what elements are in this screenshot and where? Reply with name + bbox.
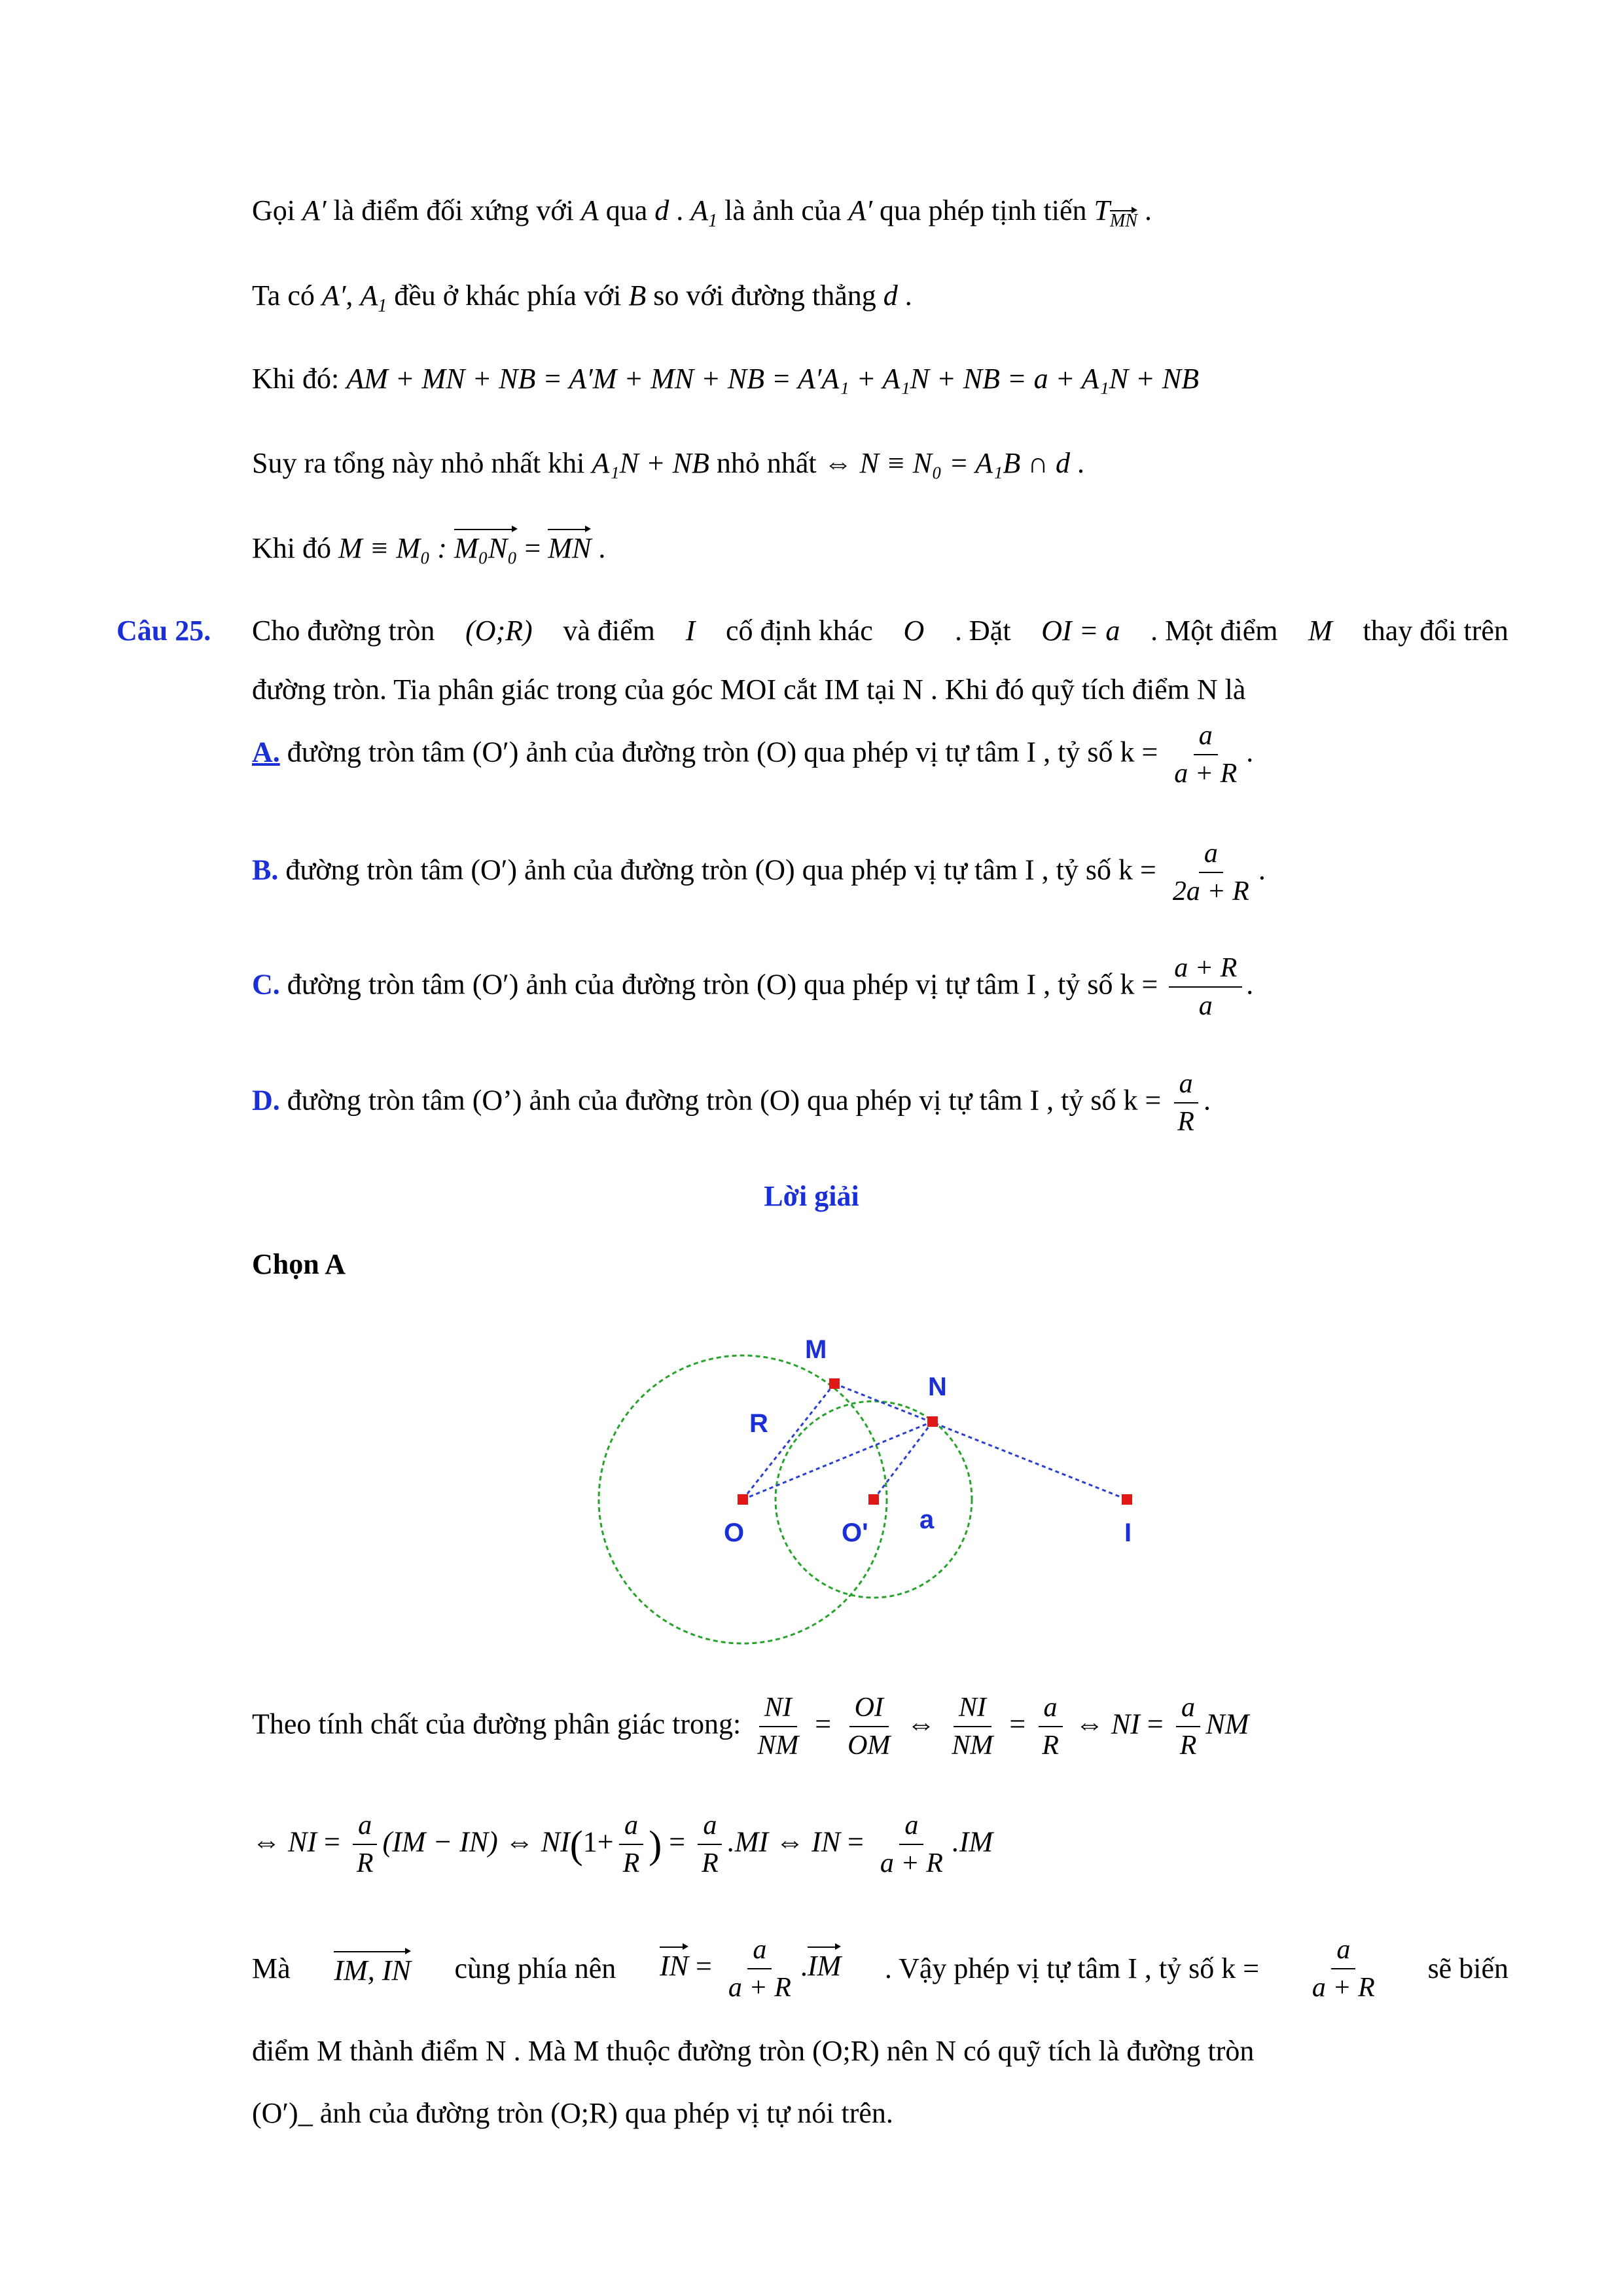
question-line-1: Cho đường tròn (O;R) và điểm I cố định khác O . Đặt OI = a . Một điểm M thay đổi trên [252, 615, 1508, 647]
option-a[interactable]: A. đường tròn tâm (O′) ảnh của đường tròn (O) qua phép vị tự tâm I , tỷ số k = $\frac{a}{a + R}$ . [252, 721, 1254, 789]
solution-choice: Chọn A [252, 1248, 346, 1280]
conclusion-line-1: điểm M thành điểm N . Mà M thuộc đường tròn (O;R) nên N có quỹ tích là đường tròn [252, 2035, 1255, 2067]
intro-line-4: Suy ra tổng này nhỏ nhất khi A₁N + NB nhỏ nhất ⇔ N ≡ N₀ = A₁B ∩ d . [252, 447, 1084, 479]
point-n [927, 1416, 938, 1427]
geometry-figure [0, 1322, 1623, 1689]
bisector-line: Theo tính chất của đường phân giác trong: $\frac{NI}{NM}$ = $\frac{OI}{OM}$ ⇔ $\frac{NI}{NM}$ = $\frac{a}{R}$ ⇔ NI = $\frac{a}{R}$ NM [252, 1693, 1249, 1761]
label-o: O [724, 1518, 745, 1547]
point-o [738, 1494, 748, 1505]
point-o-prime [868, 1494, 879, 1505]
label-r: R [749, 1409, 768, 1438]
label-o-prime: O' [842, 1518, 868, 1547]
homothety-line: Mà IM, IN cùng phía nên IN = $\frac{a}{a + R}$ .IM . Vậy phép vị tự tâm I , tỷ số k = $\frac{a}{a + R}$ sẽ biến [252, 1935, 1508, 2003]
option-b[interactable]: B. đường tròn tâm (O′) ảnh của đường tròn (O) qua phép vị tự tâm I , tỷ số k = $\frac{a}{2a + R}$ . [252, 838, 1266, 907]
question-label: Câu 25. [116, 615, 211, 647]
label-m: M [805, 1335, 827, 1364]
label-n: N [928, 1372, 947, 1401]
intro-line-5: Khi đó M ≡ M₀ : M₀N₀ = MN . [252, 529, 605, 564]
option-d[interactable]: D. đường tròn tâm (O’) ảnh của đường tròn (O) qua phép vị tự tâm I , tỷ số k = $\frac{a}{R}$ . [252, 1069, 1211, 1138]
option-c[interactable]: C. đường tròn tâm (O′) ảnh của đường tròn (O) qua phép vị tự tâm I , tỷ số k = $\frac{a + R}{a}$ . [252, 953, 1254, 1022]
solution-title: Lời giải [764, 1180, 859, 1212]
intro-line-2: Ta có A′, $A_1$ đều ở khác phía với B so với đường thẳng d . [252, 279, 912, 316]
intro-line-1: Gọi A′ là điểm đối xứng với A qua d . $A_1$ là ảnh của A′ qua phép tịnh tiến $T_{MN}$ . [252, 194, 1152, 231]
point-m [829, 1378, 840, 1389]
derivation-line: ⇔ NI = $\frac{a}{R}$ (IM − IN) ⇔ NI(1+ $\frac{a}{R}$ ) = $\frac{a}{R}$ .MI ⇔ IN = $\frac{a}{a + R}$ .IM [252, 1810, 993, 1879]
intro-line-3: Khi đó: AM + MN + NB = A′M + MN + NB = A′A₁ + A₁N + NB = a + A₁N + NB [252, 363, 1199, 395]
segment-om [743, 1384, 834, 1499]
segment-on [743, 1422, 933, 1499]
label-a: a [919, 1505, 935, 1534]
question-line-2: đường tròn. Tia phân giác trong của góc MOI cắt IM tại N . Khi đó quỹ tích điểm N là [252, 673, 1246, 706]
point-i [1122, 1494, 1132, 1505]
label-i: I [1124, 1518, 1132, 1547]
conclusion-line-2: (O′)_ ảnh của đường tròn (O;R) qua phép vị tự nói trên. [252, 2097, 893, 2129]
